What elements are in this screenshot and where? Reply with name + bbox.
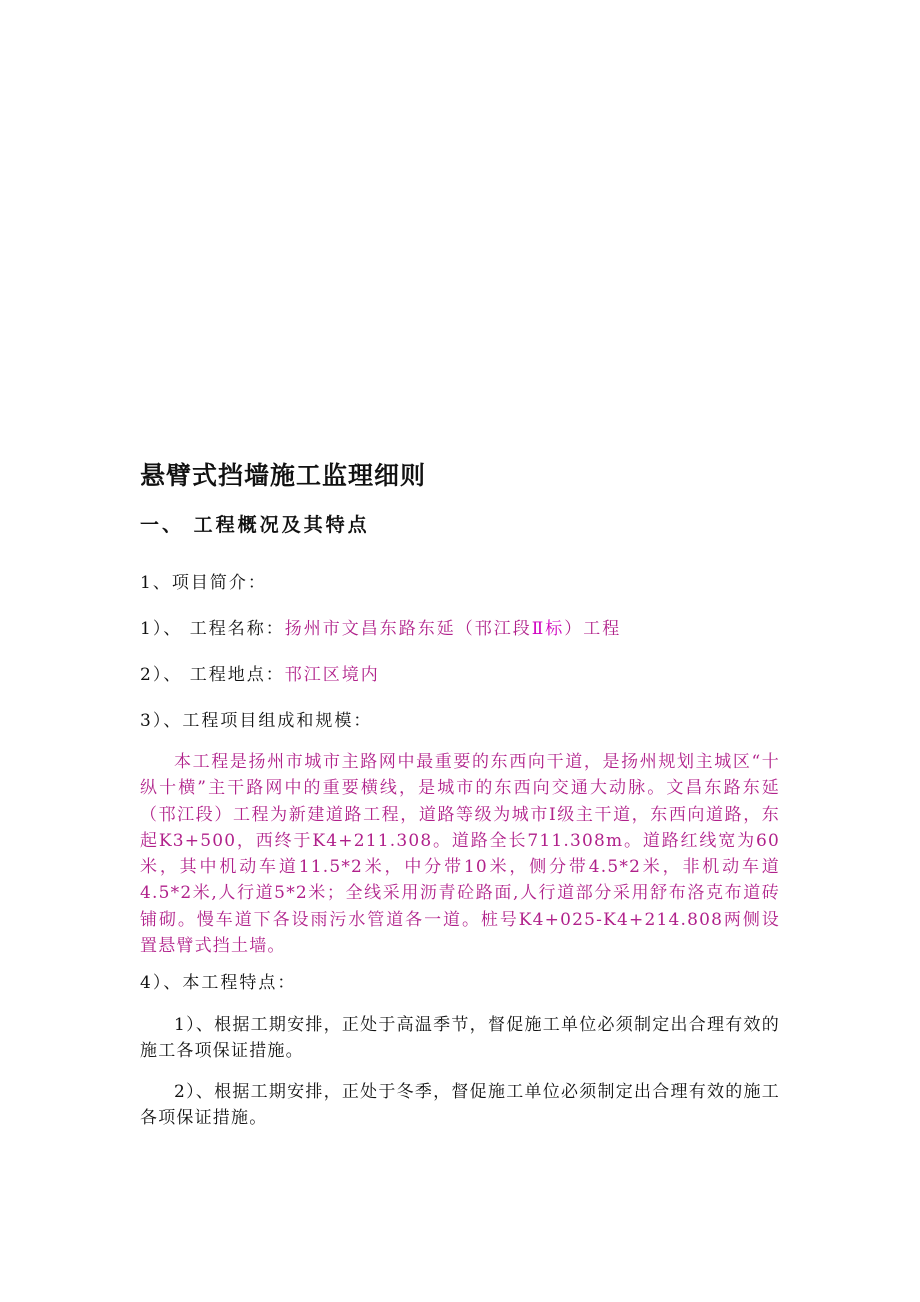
item-project-intro: 1、项目简介： — [140, 573, 267, 593]
feature-item-2: 2）、根据工期安排，正处于冬季，督促施工单位必须制定出合理有效的施工各项保证措施。 — [140, 1082, 780, 1129]
project-name-value-c: ）工程 — [564, 619, 622, 639]
composition-label: 3）、工程项目组成和规模： — [140, 711, 373, 731]
document-title: 悬臂式挡墙施工监理细则 — [140, 461, 427, 490]
features-label: 4）、本工程特点： — [140, 973, 297, 993]
project-name-value-b: Ⅱ标 — [531, 619, 565, 639]
project-location-label: 2）、 工程地点： — [140, 665, 285, 685]
feature-item-1: 1）、根据工期安排，正处于高温季节，督促施工单位必须制定出合理有效的施工各项保证措施。 — [140, 1015, 780, 1062]
composition-paragraph: 本工程是扬州市城市主路网中最重要的东西向干道，是扬州规划主城区“十纵十横”主干路网中的重要横线，是城市的东西向交通大动脉。文昌东路东延（邗江段）工程为新建道路工程，道路等级为城市Ⅰ级主干道，东西向道路，东起K3+500，西终于K4+211.308。道路全长711.308m。道路红线宽为60米，其中机动车道11.5*2米，中分带10米，侧分带4.5*2米，非机动车道4.5*2米,人行道5*2米；全线采用沥青砼路面,人行道部分采用舒布洛克布道砖铺砌。慢车道下各设雨污水管道各一道。桩号K4+025-K4+214.808两侧设置悬臂式挡土墙。 — [140, 752, 780, 957]
project-name-label: 1）、 工程名称： — [140, 619, 285, 639]
project-name-line — [140, 614, 621, 639]
project-location-line — [140, 660, 380, 685]
section-heading-overview: 一、 工程概况及其特点 — [140, 514, 370, 536]
project-name-value-a: 扬州市文昌东路东延（邗江段 — [284, 619, 532, 639]
project-location-value: 邗江区境内 — [284, 665, 380, 685]
